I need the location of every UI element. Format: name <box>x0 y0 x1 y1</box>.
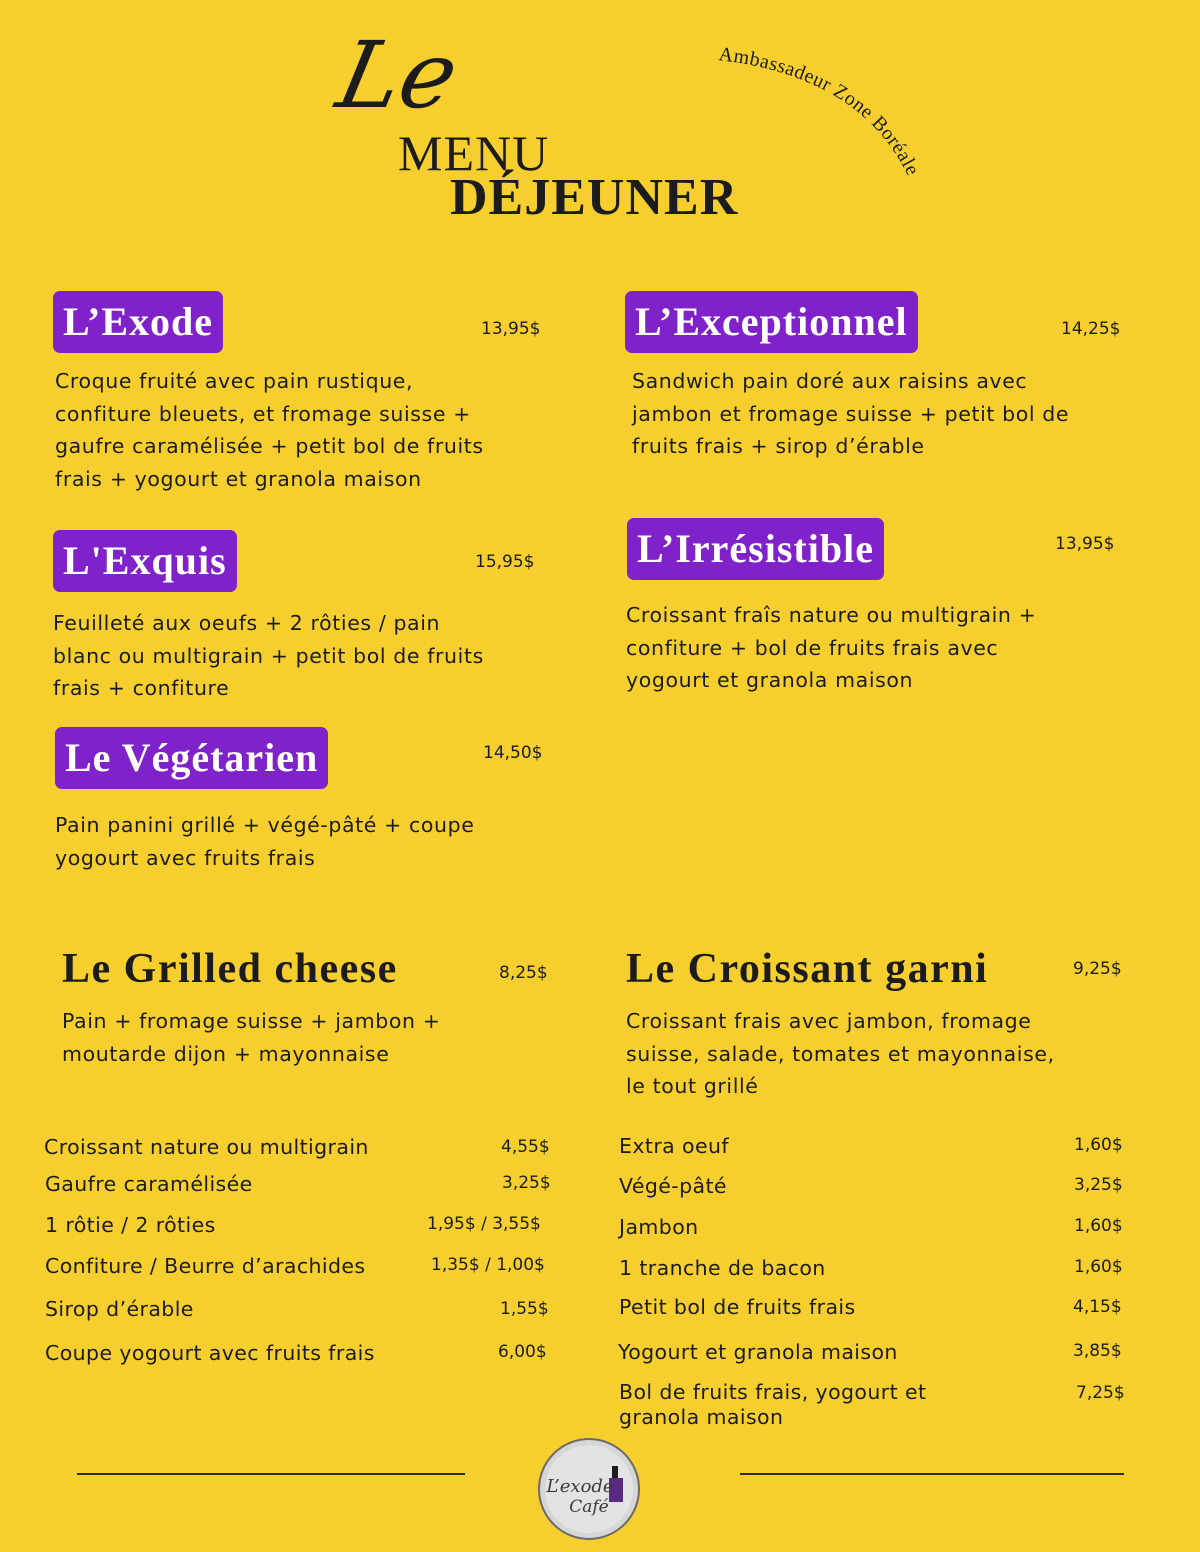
extra-item-name-multiline <box>619 1380 926 1430</box>
extra-item-name-line: Bol de fruits frais, yogourt et <box>619 1380 927 1404</box>
description-line: blanc ou multigrain + petit bol de fruits <box>53 643 484 668</box>
extra-item-name: Jambon <box>619 1215 699 1239</box>
description-line: Croissant fraîs nature ou multigrain + <box>626 603 1037 627</box>
extra-item-price: 4,15$ <box>1073 1297 1122 1317</box>
item-description-exquis <box>53 607 573 705</box>
description-line: yogourt et granola maison <box>626 668 914 692</box>
item-title-exquis: L'Exquis <box>53 530 237 592</box>
item-price-croissant-garni: 9,25$ <box>1073 959 1122 979</box>
extra-item-name: Extra oeuf <box>619 1134 729 1158</box>
extra-item-name: Sirop d’érable <box>45 1297 194 1321</box>
extra-item-price: 3,25$ <box>1074 1175 1123 1195</box>
item-title-exode: L’Exode <box>53 291 223 353</box>
ambassador-arc-text <box>700 40 960 250</box>
item-description-irresistible <box>626 599 1146 697</box>
extra-item-price: 3,25$ <box>502 1173 551 1193</box>
description-line: Croissant frais avec jambon, fromage <box>626 1009 1032 1033</box>
extra-item-name: Gaufre caramélisée <box>45 1172 253 1196</box>
ambassador-label: Ambassadeur Zone Boréale <box>717 43 924 180</box>
logo-text: Café <box>569 1497 609 1517</box>
item-description-grilled-cheese <box>62 1005 582 1070</box>
logo-text: L’exode <box>546 1476 614 1497</box>
description-line: frais + confiture <box>53 676 230 700</box>
item-title-grilled-cheese: Le Grilled cheese <box>62 946 398 992</box>
dejeuner-title: DÉJEUNER <box>450 169 739 226</box>
description-line: confiture + bol de fruits frais avec <box>626 635 999 660</box>
item-description-vegetarien <box>55 809 575 874</box>
extra-item-price: 4,55$ <box>501 1137 550 1157</box>
item-price-exode: 13,95$ <box>481 319 541 339</box>
extra-item-name: Yogourt et granola maison <box>618 1340 898 1364</box>
item-title-irresistible: L’Irrésistible <box>627 518 884 580</box>
extra-item-price: 6,00$ <box>498 1342 547 1362</box>
item-description-croissant-garni <box>626 1005 1146 1103</box>
item-title-vegetarien: Le Végétarien <box>55 727 328 789</box>
extra-item-price: 7,25$ <box>1076 1383 1125 1403</box>
item-title-exceptionnel: L’Exceptionnel <box>625 291 918 353</box>
description-line: confiture bleuets, et fromage suisse + <box>55 401 471 426</box>
item-price-vegetarien: 14,50$ <box>483 743 543 763</box>
description-line: suisse, salade, tomates et mayonnaise, <box>626 1041 1055 1066</box>
extra-item-name: Coupe yogourt avec fruits frais <box>45 1341 375 1365</box>
description-line: Sandwich pain doré aux raisins avec <box>632 369 1028 393</box>
item-price-irresistible: 13,95$ <box>1055 534 1115 554</box>
extra-item-name: 1 rôtie / 2 rôties <box>45 1213 216 1237</box>
extra-item-name: Petit bol de fruits frais <box>619 1295 856 1319</box>
script-le-title: Le <box>328 22 468 129</box>
menu-title: MENU <box>398 125 550 181</box>
description-line: moutarde dijon + mayonnaise <box>62 1041 390 1066</box>
extra-item-name: Végé-pâté <box>619 1174 727 1198</box>
extra-item-price: 1,35$ / 1,00$ <box>431 1255 545 1275</box>
item-description-exceptionnel <box>632 365 1152 463</box>
extra-item-name-line: granola maison <box>619 1405 784 1429</box>
extra-item-price: 1,95$ / 3,55$ <box>427 1214 541 1234</box>
item-price-exceptionnel: 14,25$ <box>1061 319 1121 339</box>
item-title-croissant-garni: Le Croissant garni <box>626 946 989 992</box>
extra-item-price: 3,85$ <box>1073 1341 1122 1361</box>
extra-item-price: 1,60$ <box>1074 1135 1123 1155</box>
extra-item-name: Croissant nature ou multigrain <box>44 1135 369 1159</box>
description-line: frais + yogourt et granola maison <box>55 466 422 491</box>
extra-item-price: 1,60$ <box>1074 1257 1123 1277</box>
description-line: fruits frais + sirop d’érable <box>632 434 925 458</box>
description-line: yogourt avec fruits frais <box>55 845 316 870</box>
description-line: gaufre caramélisée + petit bol de fruits <box>55 434 484 458</box>
description-line: le tout grillé <box>626 1074 759 1098</box>
description-line: jambon et fromage suisse + petit bol de <box>632 401 1070 426</box>
cafe-logo <box>536 1436 642 1542</box>
svg-text:Ambassadeur Zone Boréale <box>717 43 923 179</box>
description-line: Croque fruité avec pain rustique, <box>55 369 414 393</box>
extra-item-name: Confiture / Beurre d’arachides <box>45 1254 366 1278</box>
footer-divider-right <box>740 1473 1124 1475</box>
footer-divider-left <box>77 1473 465 1475</box>
extra-item-name: 1 tranche de bacon <box>619 1256 826 1280</box>
description-line: Feuilleté aux oeufs + 2 rôties / pain <box>53 611 441 635</box>
description-line: Pain + fromage suisse + jambon + <box>62 1009 441 1033</box>
item-price-exquis: 15,95$ <box>475 552 535 572</box>
item-price-grilled-cheese: 8,25$ <box>499 963 548 983</box>
extra-item-price: 1,55$ <box>500 1299 549 1319</box>
description-line: Pain panini grillé + végé-pâté + coupe <box>55 813 475 837</box>
extra-item-price: 1,60$ <box>1074 1216 1123 1236</box>
item-description-exode <box>55 365 575 495</box>
